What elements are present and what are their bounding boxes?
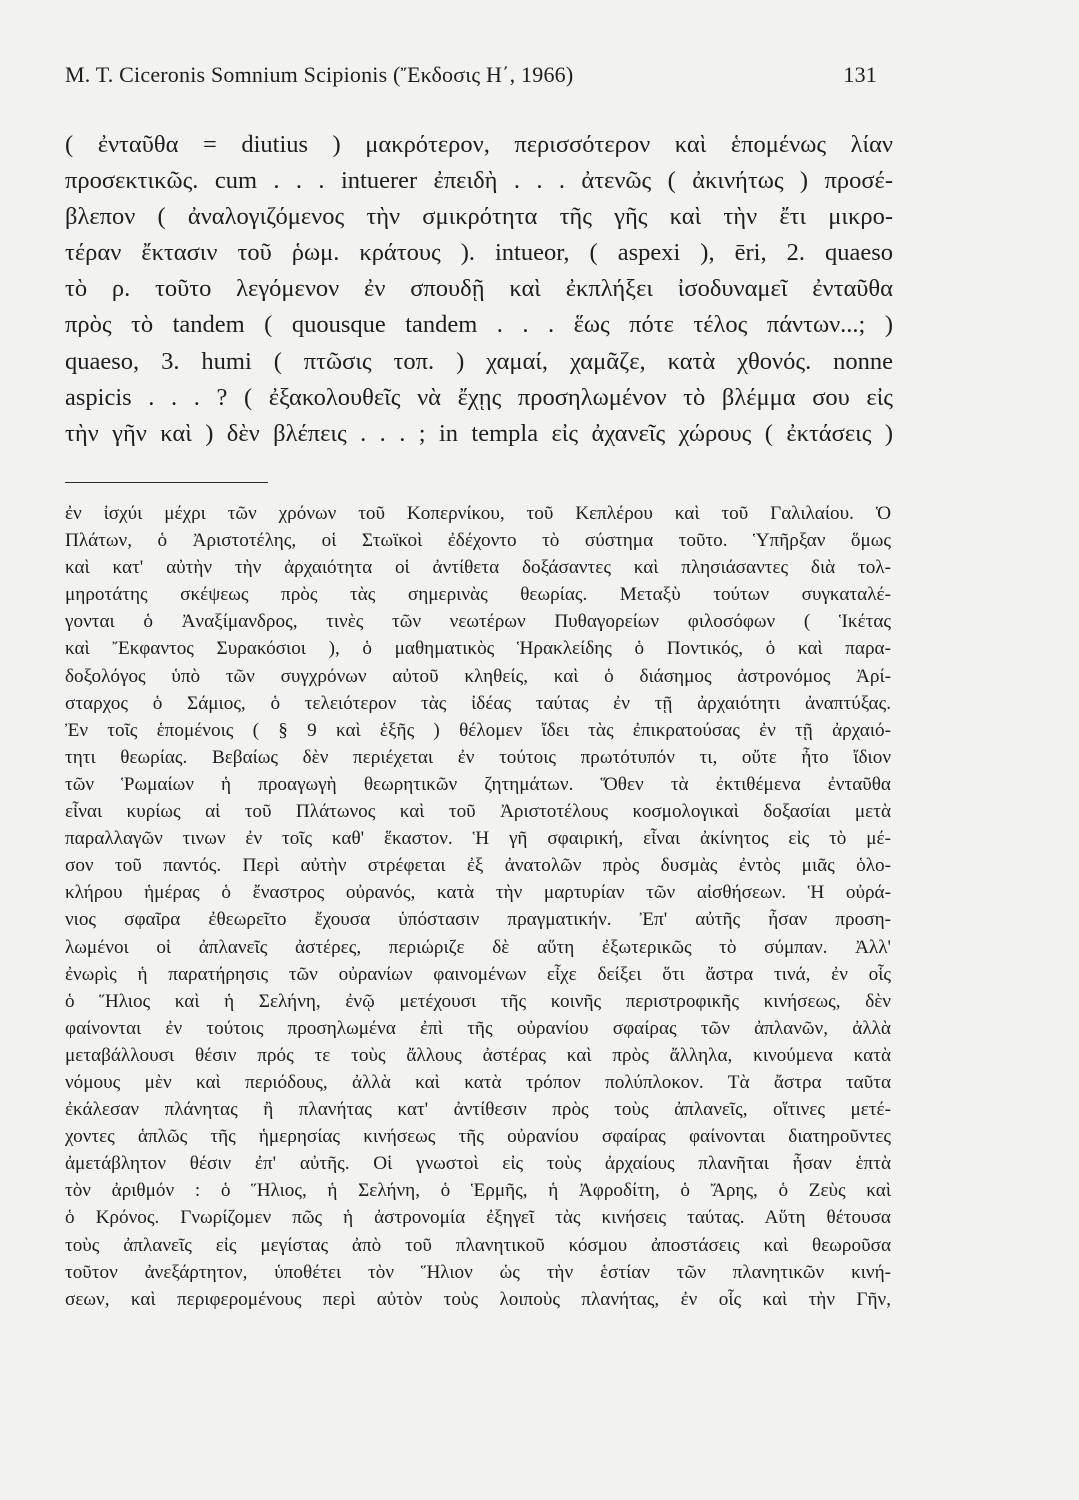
footnote-line: νιος σφαῖρα ἐθεωρεῖτο ἔχουσα ὑπόστασιν πραγματικήν. Ἐπ' αὐτῆς ἦσαν προση- xyxy=(65,909,891,931)
footnote-line: τοῦτον ἀνεξάρτητον, ὑποθέτει τὸν Ἥλιον ὡς τὴν ἑστίαν τῶν πλανητικῶν κινή- xyxy=(65,1261,891,1283)
footnote-line: καὶ κατ' αὐτὴν τὴν ἀρχαιότητα οἱ ἀντίθετα δοξάσαντες καὶ πλησιάσαντες διὰ τολ- xyxy=(65,557,891,579)
footnote-line: μεταβάλλουσι θέσιν πρός τε τοὺς ἄλλους ἀστέρας καὶ πρὸς ἄλληλα, κινούμενα κατὰ xyxy=(65,1044,891,1066)
footnote-line: ὁ Ἥλιος καὶ ἡ Σελήνη, ἐνῷ μετέχουσι τῆς κοινῆς περιστροφικῆς κινήσεως, δὲν xyxy=(65,990,891,1012)
footnote-line: χοντες ἁπλῶς τῆς ἡμερησίας κινήσεως τῆς οὐρανίου σφαίρας φαίνονται διατηροῦντες xyxy=(65,1126,891,1148)
footnote-line: ὁ Κρόνος. Γνωρίζομεν πῶς ἡ ἀστρονομία ἐξηγεῖ τὰς κινήσεις ταύτας. Αὕτη θέτουσα xyxy=(65,1207,891,1229)
footnote-line: παραλλαγῶν τινων ἐν τοῖς καθ' ἕκαστον. Ἡ γῆ σφαιρική, εἶναι ἀκίνητος εἰς τὸ μέ- xyxy=(65,828,891,850)
main-text-line: πρὸς τὸ tandem ( quousque tandem . . . ἕως πότε τέλος πάντων...; ) xyxy=(65,311,893,339)
footnote-line: σον τοῦ παντός. Περὶ αὐτὴν στρέφεται ἐξ ἀνατολῶν πρὸς δυσμὰς ἐντὸς μιᾶς ὁλο- xyxy=(65,855,891,877)
footnote-line: λωμένοι οἱ ἀπλανεῖς ἀστέρες, περιώριζε δὲ αὕτη ἐξωτερικῶς τὸ σύμπαν. Ἀλλ' xyxy=(65,936,891,958)
footnote-line: εἶναι κυρίως αἱ τοῦ Πλάτωνος καὶ τοῦ Ἀριστοτέλους κοσμολογικαὶ δοξασίαι μετὰ xyxy=(65,801,891,823)
footnote-line: ἐνωρὶς ἡ παρατήρησις τῶν οὐρανίων φαινομένων εἶχε δείξει ὅτι ἄστρα τινά, ἐν οἷς xyxy=(65,963,891,985)
main-text-line: τὸ ρ. τοῦτο λεγόμενον ἐν σπουδῇ καὶ ἐκπλήξει ἰσοδυναμεῖ ἐνταῦθα xyxy=(65,275,893,303)
page-number: 131 xyxy=(843,62,877,87)
main-text-line: aspicis . . . ? ( ἐξακολουθεῖς νὰ ἔχῃς προσηλωμένον τὸ βλέμμα σου εἰς xyxy=(65,383,893,411)
footnote xyxy=(65,500,891,1313)
footnote-line: νόμους μὲν καὶ περιόδους, ἀλλὰ καὶ κατὰ τρόπον πολύπλοκον. Τὰ ἄστρα ταῦτα xyxy=(65,1071,891,1093)
main-text-line: βλεπον ( ἀναλογιζόμενος τὴν σμικρότητα τῆς γῆς καὶ τὴν ἔτι μικρο- xyxy=(65,203,893,231)
footnote-line: καὶ Ἔκφαντος Συρακόσιοι ), ὁ μαθηματικὸς Ἡρακλείδης ὁ Ποντικός, ὁ καὶ παρα- xyxy=(65,638,891,660)
main-text xyxy=(65,127,893,452)
footnote-line: τῶν Ῥωμαίων ἡ προαγωγὴ θεωρητικῶν ζητημάτων. Ὅθεν τὰ ἐκτιθέμενα ἐνταῦθα xyxy=(65,773,891,795)
main-text-line: τὴν γῆν καὶ ) δὲν βλέπεις . . . ; in templa εἰς ἀχανεῖς χώρους ( ἐκτάσεις ) xyxy=(65,419,893,447)
footnote-line: ἐκάλεσαν πλάνητας ἢ πλανήτας κατ' ἀντίθεσιν πρὸς τοὺς ἀπλανεῖς, οἵτινες μετέ- xyxy=(65,1099,891,1121)
footnote-line: ἐν ἰσχύι μέχρι τῶν χρόνων τοῦ Κοπερνίκου, τοῦ Κεπλέρου καὶ τοῦ Γαλιλαίου. Ὁ xyxy=(65,503,891,524)
main-text-line: ( ἐνταῦθα = diutius ) μακρότερον, περισσότερον καὶ ἑπομένως λίαν xyxy=(65,131,893,158)
footnote-line: σταρχος ὁ Σάμιος, ὁ τελειότερον τὰς ἰδέας ταύτας ἐν τῇ ἀρχαιότητι ἀναπτύξας. xyxy=(65,692,891,714)
running-head-title: M. T. Ciceronis Somnium Scipionis (Ἔκδοσις Η΄, 1966) xyxy=(65,62,574,87)
main-text-line: τέραν ἔκτασιν τοῦ ῥωμ. κράτους ). intueor, ( aspexi ), ēri, 2. quaeso xyxy=(65,239,893,267)
footnote-line: σεων, καὶ περιφερομένους περὶ αὐτὸν τοὺς λοιποὺς πλανήτας, ἐν οἷς καὶ τὴν Γῆν, xyxy=(65,1288,891,1310)
main-text-line: quaeso, 3. humi ( πτῶσις τοπ. ) χαμαί, χαμᾶζε, κατὰ χθονός. nonne xyxy=(65,347,893,375)
footnote-line: μηροτάτης σκέψεως πρὸς τὰς σημερινὰς θεωρίας. Μεταξὺ τούτων συγκαταλέ- xyxy=(65,584,891,606)
main-text-line: προσεκτικῶς. cum . . . intuerer ἐπειδὴ . . . ἀτενῶς ( ἀκινήτως ) προσέ- xyxy=(65,167,893,195)
footnote-line: τητι θεωρίας. Βεβαίως δὲν περιέχεται ἐν τούτοις πρωτότυπόν τι, οὔτε ἦτο ἴδιον xyxy=(65,746,891,768)
footnote-line: φαίνονται ἐν τούτοις προσηλωμένα ἐπὶ τῆς οὐρανίου σφαίρας τῶν ἀπλανῶν, ἀλλὰ xyxy=(65,1017,891,1039)
footnote-line: Ἐν τοῖς ἑπομένοις ( § 9 καὶ ἑξῆς ) θέλομεν ἴδει τὰς ἐπικρατούσας ἐν τῇ ἀρχαιό- xyxy=(65,719,891,741)
running-head xyxy=(65,62,877,92)
footnote-line: κλήρου ἡμέρας ὁ ἔναστρος οὐρανός, κατὰ τὴν μαρτυρίαν τῶν αἰσθήσεων. Ἡ οὐρά- xyxy=(65,882,891,904)
footnote-line: δοξολόγος ὑπὸ τῶν συγχρόνων αὐτοῦ κληθείς, καὶ ὁ διάσημος ἀστρονόμος Ἀρί- xyxy=(65,665,891,687)
footnote-line: ἀμετάβλητον θέσιν ἐπ' αὐτῆς. Οἱ γνωστοὶ εἰς τοὺς ἀρχαίους πλανῆται ἦσαν ἑπτὰ xyxy=(65,1153,891,1175)
footnote-line: τοὺς ἀπλανεῖς εἰς μεγίστας ἀπὸ τοῦ πλανητικοῦ κόσμου ἀποστάσεις καὶ θεωροῦσα xyxy=(65,1234,891,1256)
footnote-line: Πλάτων, ὁ Ἀριστοτέλης, οἱ Στωϊκοὶ ἐδέχοντο τὸ σύστημα τοῦτο. Ὑπῆρξαν ὅμως xyxy=(65,530,891,552)
footnote-line: τὸν ἀριθμόν : ὁ Ἥλιος, ἡ Σελήνη, ὁ Ἑρμῆς, ἡ Ἀφροδίτη, ὁ Ἄρης, ὁ Ζεὺς καὶ xyxy=(65,1180,891,1202)
footnote-separator-rule xyxy=(65,482,268,483)
footnote-line: γονται ὁ Ἀναξίμανδρος, τινὲς τῶν νεωτέρων Πυθαγορείων φιλοσόφων ( Ἱκέτας xyxy=(65,611,891,633)
